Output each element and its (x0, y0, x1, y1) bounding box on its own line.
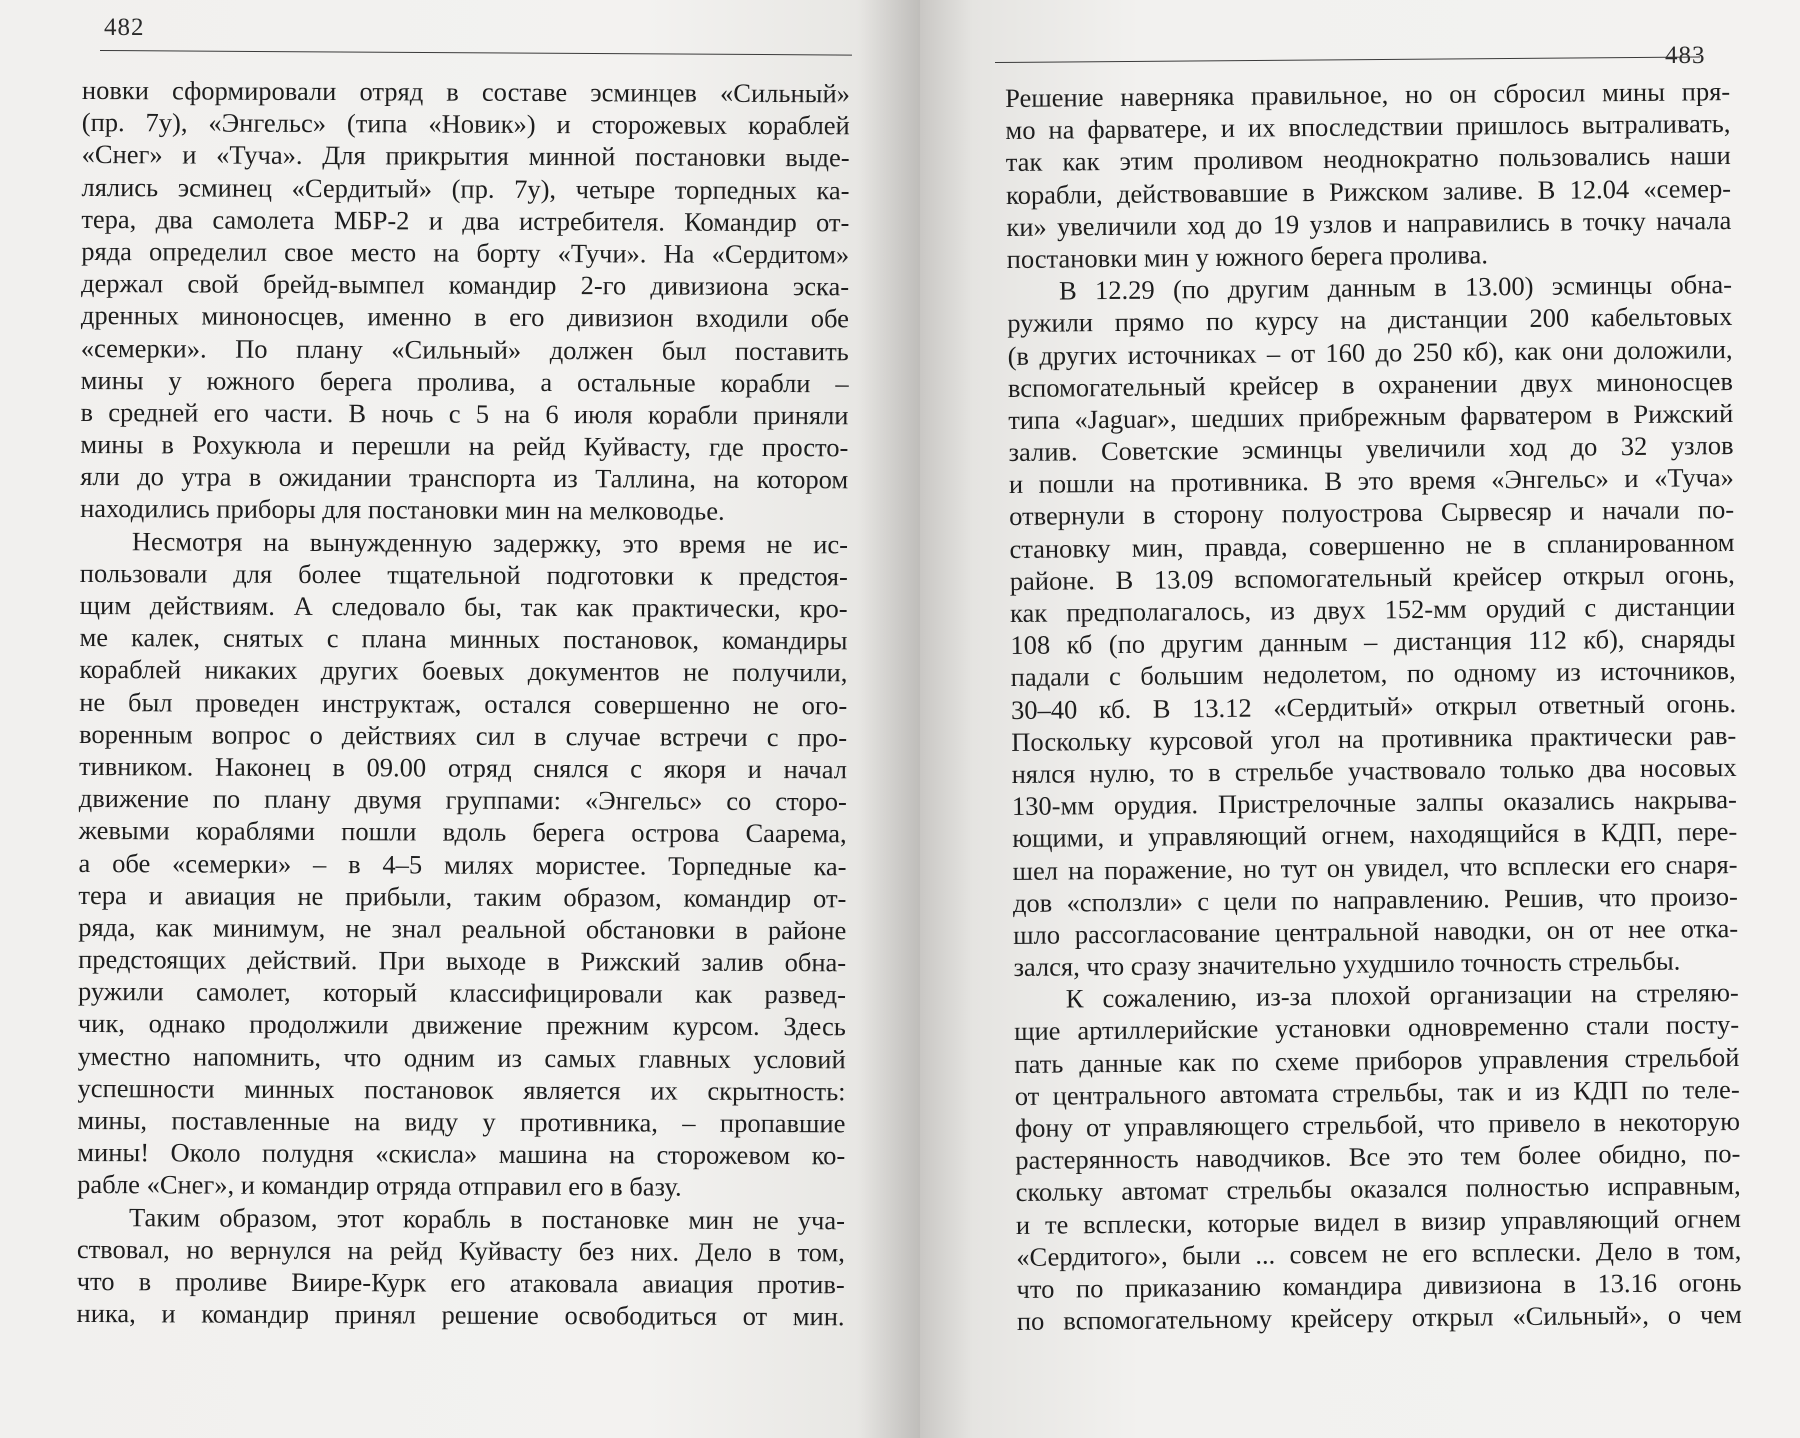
text-line: по вспомогательному крейсеру открыл «Сильный», о чем (1016, 1299, 1743, 1337)
text-line: становку мин, правда, совершенно не в спланированном (1009, 526, 1735, 564)
text-line: новки сформировали отряд в составе эсминцев «Сильный» (81, 74, 850, 109)
text-line: предстоящих действий. При выходе в Рижский залив обна- (78, 944, 847, 978)
text-line: ряда, как минимум, не знал реальной обстановки в районе (78, 911, 847, 946)
text-line: мины! Около полудня «скисла» машина на сторожевом ко- (77, 1137, 846, 1171)
text-line: Решение наверняка правильное, но он сбросил мины пря- (1005, 76, 1731, 113)
text-line: залив. Советские эсминцы увеличили ход до 32 узлов (1008, 430, 1734, 468)
text-line: ружили прямо по курсу на дистанции 200 кабельтовых (1007, 301, 1733, 339)
text-line: жевыми кораблями пошли вдоль берега острова Саарема, (78, 815, 847, 849)
text-line: рабле «Снег», и командир отряда отправил его в базу. (77, 1169, 682, 1203)
text-line: мины, поставленные на виду у противника, – пропавшие (77, 1104, 846, 1139)
text-line: шел на поражение, но тут он увидел, что всплески его снаря- (1012, 848, 1738, 886)
text-line: типа «Jaguar», шедших прибрежным фарватером в Рижский (1008, 397, 1734, 435)
text-line: постановки мин у южного берега пролива. (1006, 239, 1489, 274)
text-line: фону от управляющего стрельбой, что привело в некоторую (1014, 1105, 1741, 1143)
page-number: 482 (104, 14, 145, 41)
header-rule (100, 50, 852, 56)
text-line: районе. В 13.09 вспомогательный крейсер открыл огонь, (1009, 558, 1735, 596)
text-line: шло рассогласование центральной наводки, он от нее отка- (1013, 912, 1739, 950)
right-page (920, 0, 1800, 1438)
text-line: щим действиям. А следовало бы, так как практически, кро- (79, 589, 848, 624)
text-line: растерянность наводчиков. Все это тем более обидно, по- (1015, 1138, 1741, 1176)
body-text (1005, 75, 1742, 1337)
text-line: нялся нулю, то в стрельбе участвовало только два носовых (1011, 751, 1737, 789)
text-line: держал свой брейд-вымпел командир 2-го дивизиона эска- (81, 268, 850, 302)
text-line: ме калек, снятых с плана минных постановок, командиры (79, 622, 848, 656)
text-line: скольку автомат стрельбы оказался полностью исправным, (1015, 1170, 1741, 1208)
text-line: (в других источниках – от 160 до 250 кб), как они доложили, (1007, 333, 1733, 371)
text-line: (пр. 7у), «Энгельс» (типа «Новик») и сторожевых кораблей (81, 107, 850, 141)
text-line: тера и авиация не прибыли, таким образом, командир от- (78, 879, 847, 914)
text-line: Поскольку курсовой угол на противника практически рав- (1011, 719, 1737, 757)
text-line: зался, что сразу значительно ухудшило точность стрельбы. (1013, 945, 1681, 983)
text-line: «Сердитого», были ... совсем не его всплески. Дело в том, (1016, 1234, 1742, 1272)
text-line: чик, однако продолжили движение прежним курсом. Здесь (77, 1008, 846, 1042)
text-line: 108 кб (по другим данным – дистанция 112 кб), снаряды (1010, 623, 1736, 661)
text-line: вспомогательный крейсер в охранении двух миноносцев (1007, 365, 1734, 403)
text-line: 130-мм орудия. Пристрелочные залпы оказались накрыва- (1011, 784, 1738, 822)
text-line: от центрального автомата стрельбы, так и из КДП по теле- (1014, 1073, 1740, 1111)
text-line: В 12.29 (по другим данным в 13.00) эсминцы обна- (1058, 269, 1733, 306)
text-line: пользовали для более тщательной подготовки к предстоя- (79, 557, 848, 592)
text-line: 30–40 кб. В 13.12 «Сердитый» открыл ответный огонь. (1010, 687, 1737, 725)
text-line: мо на фарватере, и их впоследствии пришлось вытраливать, (1005, 108, 1731, 146)
text-line: лялись эсминец «Сердитый» (пр. 7у), четыре торпедных ка- (81, 171, 850, 205)
text-line: ки» увеличили ход до 19 узлов и направились в точку начала (1006, 204, 1732, 242)
text-line: пать данные как по схеме приборов управления стрельбой (1014, 1041, 1740, 1079)
body-text (77, 74, 850, 1333)
text-line: ника, и командир принял решение освободиться от мин. (76, 1298, 845, 1332)
text-line: кораблей никаких других боевых документов не получили, (79, 654, 848, 688)
text-line: а обе «семерки» – в 4–5 милях мористее. Торпедные ка- (78, 847, 847, 881)
text-line: тивником. Наконец в 09.00 отряд снялся с якоря и начал (78, 750, 848, 785)
text-line: Таким образом, этот корабль в постановке мин не уча- (128, 1201, 846, 1235)
text-line: дренных миноносцев, именно в его дивизион входили обе (80, 300, 850, 334)
text-line: и пошли на противника. В это время «Энгельс» и «Туча» (1008, 462, 1734, 500)
page-number: 483 (1665, 42, 1706, 69)
header-rule (995, 56, 1700, 63)
text-line: дов «сползли» с цели по направлению. Решив, что произо- (1012, 880, 1738, 918)
text-line: находились приборы для постановки мин на мелководье. (80, 493, 725, 527)
text-line: падали с большим недолетом, по одному из источников, (1010, 655, 1736, 693)
text-line: движение по плану двумя группами: «Энгельс» со сторо- (78, 783, 847, 817)
text-line: и те всплески, которые видел в визир управляющий огнем (1015, 1202, 1742, 1240)
text-line: мины у южного берега пролива, а остальные корабли – (80, 364, 849, 399)
text-line: Несмотря на вынужденную задержку, это время не ис- (131, 525, 849, 559)
text-line: как предполагалось, из двух 152-мм орудий с дистанции (1009, 591, 1736, 628)
text-line: мины в Рохукюла и перешли на рейд Куйвасту, где просто- (80, 429, 849, 463)
text-line: уместно напомнить, что одним из самых главных условий (77, 1040, 846, 1074)
text-line: щие артиллерийские установки одновременно стали посту- (1013, 1009, 1740, 1047)
text-line: тера, два самолета МБР-2 и два истребителя. Командир от- (81, 203, 850, 238)
gutter-shadow (860, 0, 920, 1438)
text-line: «семерки». По плану «Сильный» должен был поставить (80, 332, 849, 366)
text-line: успешности минных постановок является их скрытность: (77, 1072, 846, 1107)
text-line: К сожалению, из-за плохой организации на стреляю- (1065, 977, 1739, 1014)
text-line: ружили самолет, который классифицировали как развед- (77, 976, 847, 1010)
text-line: воренным вопрос о действиях сил в случае встречи с про- (79, 718, 848, 753)
text-line: ющими, и управляющий огнем, находящийся в КДП, пере- (1012, 816, 1738, 854)
text-line: в средней его части. В ночь с 5 на 6 июля корабли приняли (80, 396, 849, 431)
text-line: что в проливе Виире-Курк его атаковала авиация против- (76, 1265, 845, 1300)
text-line: яли до утра в ожидании транспорта из Таллина, на котором (80, 461, 849, 495)
text-line: корабли, действовавшие в Рижском заливе. В 12.04 «семер- (1005, 172, 1732, 210)
text-line: что по приказанию командира дивизиона в 13.16 огонь (1016, 1266, 1742, 1304)
text-line: отвернули в сторону полуострова Сырвесяр и начали по- (1009, 494, 1735, 532)
text-line: «Снег» и «Туча». Для прикрытия минной постановки выде- (81, 139, 850, 173)
text-line: не был проведен инструктаж, остался совершенно не ого- (79, 686, 848, 720)
text-line: ствовал, но вернулся на рейд Куйвасту без них. Дело в том, (76, 1233, 845, 1268)
text-line: так как этим проливом неоднократно пользовались наши (1005, 140, 1731, 178)
text-line: ряда определил свое место на борту «Тучи». На «Сердитом» (81, 235, 850, 270)
